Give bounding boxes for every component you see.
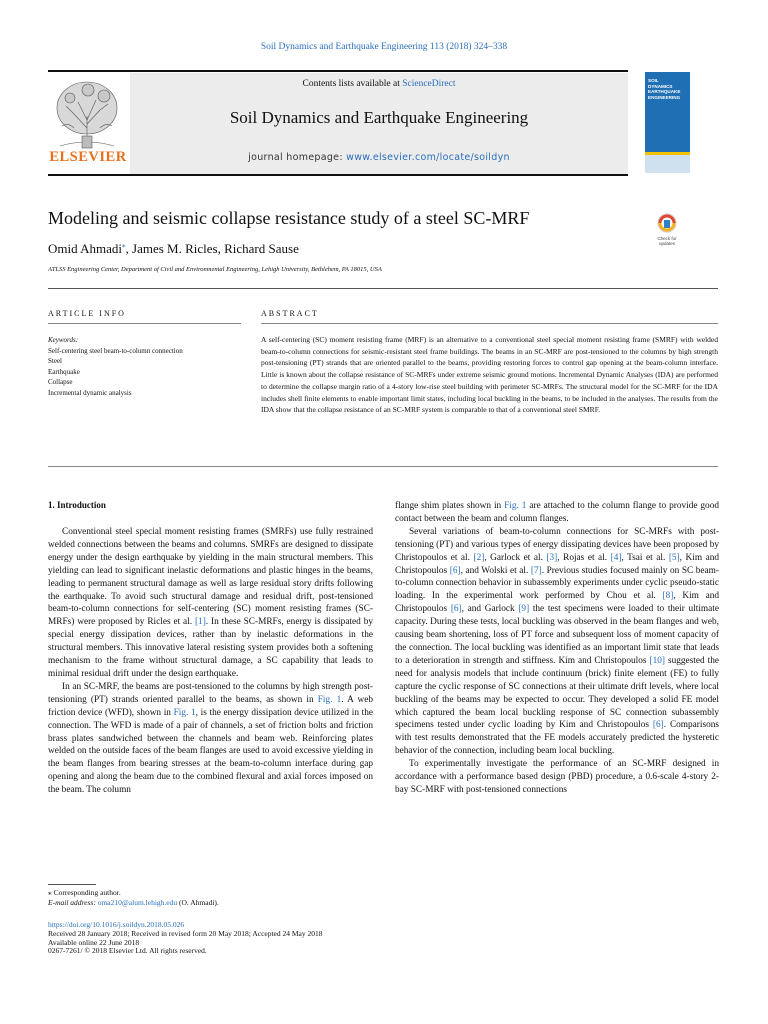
ref-link[interactable]: [5] [668, 552, 680, 563]
ref-link[interactable]: [10] [649, 655, 666, 666]
paragraph [395, 526, 719, 758]
text-run: the test specimens were loaded to their ultimate capacity. During these tests, local buckling was observed in the beam flanges and web, causing beam shortening, loss of PT force and subsequent loss of moment capacity of the connection. The local buckling was identified as an important limit state that leads to a deterioration in strength and stiffness. Kim and Christopoulos [395, 604, 719, 666]
text-run: , Rojas et al. [557, 552, 611, 563]
right-column [395, 500, 719, 797]
author-name-1: Omid Ahmadi [48, 241, 123, 256]
text-run: , and Garlock [461, 604, 519, 615]
info-top-rule [48, 288, 718, 289]
homepage-label: journal homepage: [248, 152, 347, 163]
keyword-item: Incremental dynamic analysis [48, 388, 132, 397]
text-run: , is the energy dissipation device utilized in the connection. The WFD is made of a pair of channels, a set of friction bolts and friction brass plates sandwiched between the channels and beam web. Reinforcing plates welded on the outside faces of the beam flanges are used to avoid excessive yielding in the beam flanges from bearing stresses at the beam-to-column interface during gap opening and along the beam due to the combined flexural and axial forces imposed on the beam. The column [48, 707, 373, 796]
text-run: suggested the need for analysis models that include continuum (brick) finite element (FE) to fully capture the cyclic response of SC connections at their ultimate drift levels, where local buckling of the beams may be expected to occur. They developed a solid FE model which captured the beam local buckling response of SC connection subassembly specimens tested under cyclic loading by Kim and Christopoulos [395, 655, 719, 731]
text-run: are attached to the column flange to provide good contact between the beam and column flanges. [395, 501, 720, 524]
contents-available-line [130, 79, 628, 89]
ref-link[interactable]: [4] [610, 552, 622, 563]
masthead-top-rule [48, 70, 628, 72]
text-run: Conventional steel special moment resisting frames (SMRFs) use fully restrained welded connections between the beams and columns. SMRFs are designed to dissipate energy under the design earthquake by yielding in the main structural members. This yielding can lead to significant inelastic deformations and plastic hinges in the beams, leading to permanent structural damage as well as large residual story drifts following the earthquake. To avoid such structural damage and residual drift, post-tensioned beam-to-column connections for self-centering (SC) moment resisting frames (SC-MRFs) were proposed by Ricles et al. [48, 527, 373, 628]
homepage-link[interactable]: www.elsevier.com/locate/soildyn [346, 152, 510, 163]
paragraph [48, 681, 373, 797]
ref-link[interactable]: [7] [530, 565, 542, 576]
email-line [48, 898, 448, 908]
author-list [48, 241, 299, 257]
journal-cover-image [645, 72, 690, 173]
figure-link[interactable]: Fig. 1 [317, 694, 342, 705]
paragraph: To experimentally investigate the performance of an SC-MRF designed in accordance with a performance based design (PBD) procedure, a 0.6-scale 4-story 2-bay SC-MRF with post-tensioned connections [395, 759, 719, 795]
paragraph [395, 500, 719, 526]
text-run: . A web friction device (WFD), shown in [48, 694, 373, 718]
text-run: Several variations of beam-to-column connections for SC-MRFs with post-tensioning (PT) and various types of energy dissipating devices have been proposed by Christopoulos et al. [395, 526, 719, 563]
footnote [48, 888, 448, 908]
ref-link[interactable]: [6] [652, 720, 664, 731]
email-link[interactable]: oma210@alum.lehigh.edu [97, 898, 178, 907]
article-metadata [48, 921, 448, 956]
keywords-label: Keywords: [48, 336, 79, 344]
elsevier-wordmark: ELSEVIER [49, 149, 127, 165]
cover-text-2: DYNAMICS [648, 83, 673, 89]
article-title: Modeling and seismic collapse resistance study of a steel SC-MRF [48, 208, 530, 228]
ref-link[interactable]: [8] [662, 591, 674, 602]
cover-text-4: ENGINEERING [648, 94, 681, 100]
text-run: , Tsai et al. [621, 552, 669, 563]
text-run: . Previous studies focused mainly on SC beam-to-column connection behavior in subassembly experiments under cyclic pseudo-static loading. In the experimental work performed by Chou et al. [395, 565, 720, 602]
copyright: 0267-7261/ © 2018 Elsevier Ltd. All rights reserved. [48, 946, 207, 956]
paragraph [48, 526, 373, 681]
keywords-block [48, 335, 248, 398]
badge-line-1: Check for [657, 236, 677, 241]
ref-link[interactable]: [6] [450, 604, 462, 615]
cover-text-1: SOIL [648, 78, 659, 83]
ref-link[interactable]: [1] [194, 617, 206, 628]
corresponding-author-note: ⁎ Corresponding author. [48, 888, 121, 897]
text-run: , Kim and Christopoulos [395, 591, 719, 615]
text-run: , Kim and Christopoulos [395, 552, 719, 576]
cover-title [648, 78, 680, 100]
check-for-updates-label[interactable] [646, 236, 688, 246]
abstract-rule [261, 323, 718, 324]
text-run: , Garlock et al. [484, 552, 547, 563]
email-label: E-mail address: [48, 898, 98, 907]
keyword-item: Earthquake [48, 367, 80, 376]
masthead-bottom-rule [48, 174, 628, 176]
section-heading-introduction: 1. Introduction [48, 500, 106, 510]
article-info-heading: ARTICLE INFO [48, 309, 126, 318]
footnote-rule [48, 884, 96, 885]
badge-line-2: updates [658, 241, 675, 246]
keyword-item: Collapse [48, 378, 73, 386]
journal-homepage-line [130, 152, 628, 163]
email-name: (O. Ahmadi). [177, 898, 219, 907]
journal-title: Soil Dynamics and Earthquake Engineering [229, 108, 529, 127]
abstract-bottom-rule [48, 466, 718, 467]
ref-link[interactable]: [2] [473, 552, 485, 563]
cover-bottom-strip [645, 155, 690, 173]
article-info-rule [48, 323, 241, 324]
journal-citation-link[interactable]: Soil Dynamics and Earthquake Engineering 113 (2018) 324–338 [260, 42, 508, 52]
text-run: In an SC-MRF, the beams are post-tensioned to the columns by high strength post-tensioning (PT) strands oriented parallel to the beams, as shown in [48, 681, 373, 705]
abstract-heading: ABSTRACT [261, 309, 319, 318]
doi-link[interactable]: https://doi.org/10.1016/j.soildyn.2018.05.026 [48, 920, 185, 929]
received-dates: Received 28 January 2018; Received in revised form 20 May 2018; Accepted 24 May 2018 [48, 928, 323, 938]
keyword-item: Steel [48, 357, 62, 365]
contents-prefix: Contents lists available at [302, 79, 403, 89]
ref-link[interactable]: [6] [449, 565, 461, 576]
text-run: , and Wolski et al. [460, 565, 531, 576]
text-run: . In these SC-MRFs, energy is dissipated by special energy dissipation devices, rather than by inelastic deformations in the structural members. This innovative lateral resisting system provides both a softening mechanism to the frame without structural damage, a SC capability that leads to minimal residual drift under the design earthquake. [48, 617, 373, 679]
figure-link[interactable]: Fig. 1 [173, 707, 196, 718]
other-authors: , James M. Ricles, Richard Sause [125, 241, 299, 256]
left-column [48, 526, 373, 797]
sciencedirect-link[interactable]: ScienceDirect [402, 79, 456, 89]
corresponding-author-mark[interactable]: ⁎ [122, 241, 126, 250]
keyword-item: Self-centering steel beam-to-column connection [48, 346, 183, 355]
figure-link[interactable]: Fig. 1 [504, 501, 527, 511]
cover-text-3: EARTHQUAKE [648, 89, 681, 94]
ref-link[interactable]: [3] [546, 552, 558, 563]
text-run: flange shim plates shown in [395, 501, 505, 511]
ref-link[interactable]: [9] [518, 604, 530, 615]
text-run: . Comparisons with test results demonstrated that the FE models accurately predicted the hysteretic behavior of the connection, including beam local buckling. [395, 720, 720, 757]
abstract-text: A self-centering (SC) moment resisting frame (MRF) is an alternative to a conventional steel special moment resisting frame (SMRF) with welded beam-to-column connections for seismic-resistant steel frame buildings. The beams in an SC-MRF are post-tensioned to the columns by high strength post-tensioning (PT) strands that are oriented parallel to the beams, providing restoring forces to control gap opening at the beam-column interface. Little is known about the collapse resistance of SC-MRFs under extreme seismic ground motions. Incremental Dynamic Analyses (IDA) are performed to determine the collapse margin ratio of a 4-story low-rise steel building with perimeter SC-MRFs. The structural model for the SC-MRF for the IDA includes shell finite elements to enable important limit states, including local buckling in the beams, to be included in the analyses. The results from the IDA show that the collapse resistance of an SC-MRF system is comparable to that of a conventional steel SMRF. [261, 335, 718, 415]
available-online: Available online 22 June 2018 [48, 937, 140, 947]
affiliation: ATLSS Engineering Center, Department of Civil and Environmental Engineering, Lehigh University, Bethlehem, PA 18015, USA [48, 266, 382, 273]
